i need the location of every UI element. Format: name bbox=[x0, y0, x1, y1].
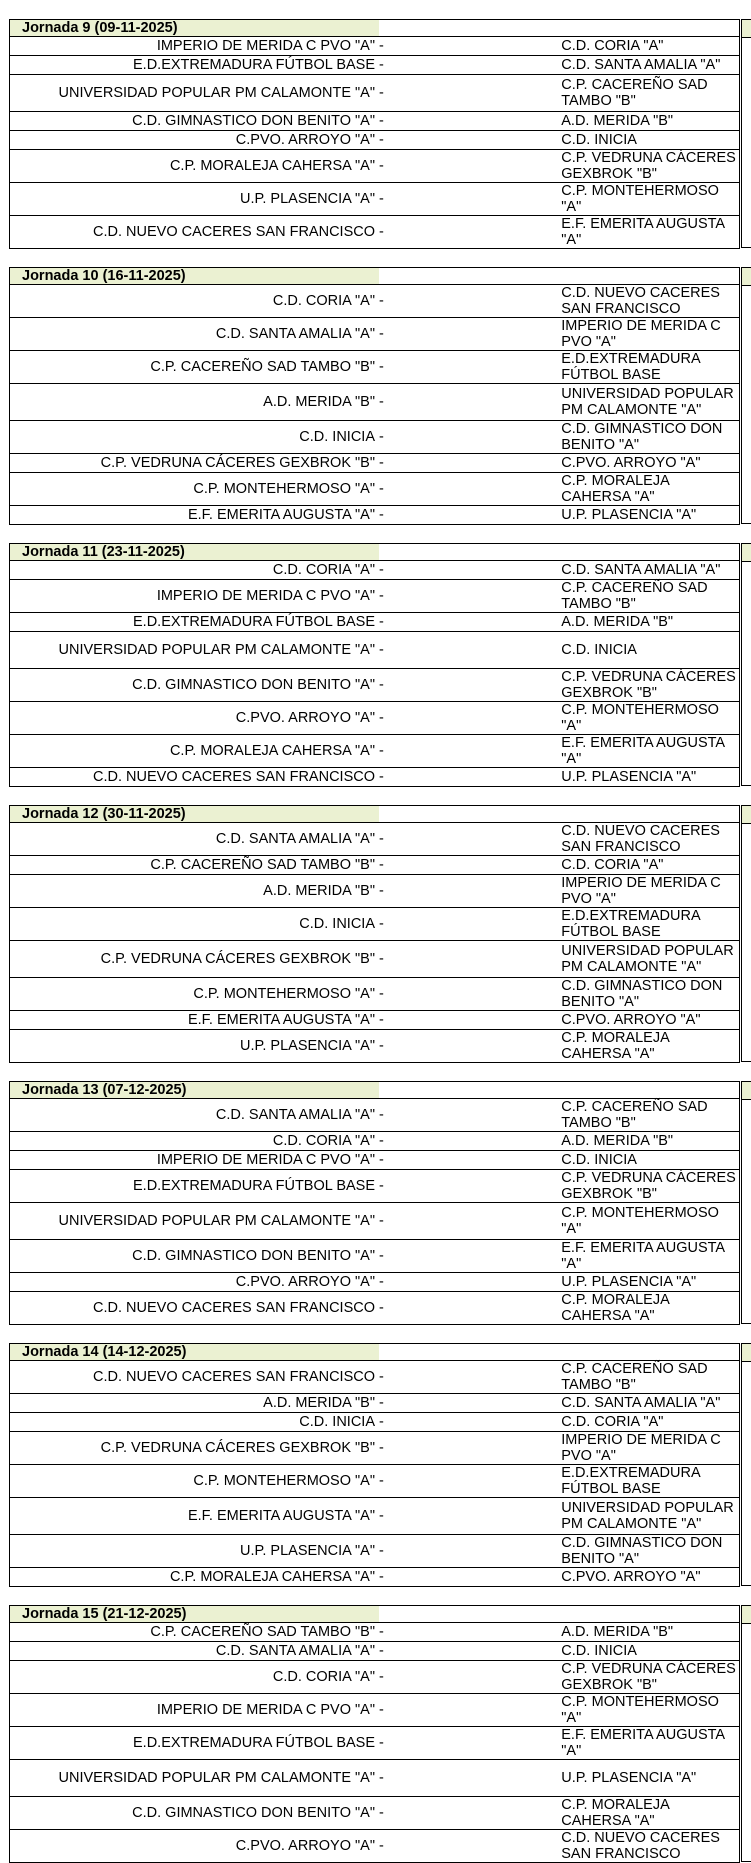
next-column-header bbox=[742, 268, 751, 286]
match-row bbox=[10, 112, 740, 131]
away-team: C.D. NUEVO CACERES SAN FRANCISCO bbox=[559, 1830, 739, 1863]
match-separator: - bbox=[379, 1661, 559, 1694]
match-row bbox=[10, 285, 740, 318]
home-team: C.D. SANTA AMALIA "A" bbox=[10, 823, 380, 856]
next-column-header bbox=[742, 544, 751, 562]
home-team: C.D. INICIA bbox=[10, 1413, 380, 1432]
home-team: C.PVO. ARROYO "A" bbox=[10, 1273, 380, 1292]
away-team: C.P. MORALEJA CAHERSA "A" bbox=[559, 1292, 739, 1325]
match-row bbox=[10, 1273, 740, 1292]
home-team: UNIVERSIDAD POPULAR PM CALAMONTE "A" bbox=[10, 1760, 380, 1797]
match-separator: - bbox=[379, 506, 559, 525]
round-block bbox=[9, 267, 740, 525]
away-team: E.D.EXTREMADURA FÚTBOL BASE bbox=[559, 1465, 739, 1498]
match-row bbox=[10, 1170, 740, 1203]
away-team: UNIVERSIDAD POPULAR PM CALAMONTE "A" bbox=[559, 941, 739, 978]
home-team: C.D. INICIA bbox=[10, 421, 380, 454]
home-team: C.P. CACEREÑO SAD TAMBO "B" bbox=[10, 856, 380, 875]
round-header-blank bbox=[379, 268, 740, 285]
match-row bbox=[10, 768, 740, 787]
away-team: C.P. MONTEHERMOSO "A" bbox=[559, 1694, 739, 1727]
match-separator: - bbox=[379, 1642, 559, 1661]
home-team: C.P. MORALEJA CAHERSA "A" bbox=[10, 150, 380, 183]
away-team: C.P. VEDRUNA CÁCERES GEXBROK "B" bbox=[559, 1170, 739, 1203]
round-header bbox=[10, 806, 740, 823]
away-team: U.P. PLASENCIA "A" bbox=[559, 768, 739, 787]
match-separator: - bbox=[379, 632, 559, 669]
match-separator: - bbox=[379, 1760, 559, 1797]
match-separator: - bbox=[379, 1413, 559, 1432]
round-block bbox=[9, 1081, 740, 1325]
away-team: C.D. SANTA AMALIA "A" bbox=[559, 1394, 739, 1413]
match-separator: - bbox=[379, 1694, 559, 1727]
away-team: C.PVO. ARROYO "A" bbox=[559, 1011, 739, 1030]
match-row bbox=[10, 580, 740, 613]
home-team: U.P. PLASENCIA "A" bbox=[10, 1535, 380, 1568]
home-team: IMPERIO DE MERIDA C PVO "A" bbox=[10, 1694, 380, 1727]
match-separator: - bbox=[379, 1727, 559, 1760]
home-team: A.D. MERIDA "B" bbox=[10, 875, 380, 908]
round-table bbox=[9, 1081, 740, 1325]
match-row bbox=[10, 1727, 740, 1760]
round-header bbox=[10, 1606, 740, 1623]
home-team: IMPERIO DE MERIDA C PVO "A" bbox=[10, 580, 380, 613]
home-team: C.D. CORIA "A" bbox=[10, 285, 380, 318]
match-row bbox=[10, 1623, 740, 1642]
home-team: C.D. NUEVO CACERES SAN FRANCISCO bbox=[10, 768, 380, 787]
away-team: U.P. PLASENCIA "A" bbox=[559, 1273, 739, 1292]
match-separator: - bbox=[379, 1361, 559, 1394]
match-separator: - bbox=[379, 351, 559, 384]
match-row bbox=[10, 131, 740, 150]
match-separator: - bbox=[379, 112, 559, 131]
match-separator: - bbox=[379, 875, 559, 908]
match-row bbox=[10, 1568, 740, 1587]
match-row bbox=[10, 1011, 740, 1030]
away-team: E.F. EMERITA AUGUSTA "A" bbox=[559, 1727, 739, 1760]
home-team: C.PVO. ARROYO "A" bbox=[10, 1830, 380, 1863]
match-separator: - bbox=[379, 613, 559, 632]
match-separator: - bbox=[379, 1623, 559, 1642]
away-team: C.P. VEDRUNA CÁCERES GEXBROK "B" bbox=[559, 669, 739, 702]
match-separator: - bbox=[379, 1432, 559, 1465]
next-column-header bbox=[742, 1606, 751, 1624]
match-row bbox=[10, 1797, 740, 1830]
round-table bbox=[9, 267, 740, 525]
match-row bbox=[10, 1292, 740, 1325]
home-team: C.P. MONTEHERMOSO "A" bbox=[10, 473, 380, 506]
match-row bbox=[10, 1432, 740, 1465]
match-row bbox=[10, 1413, 740, 1432]
away-team: C.P. CACEREÑO SAD TAMBO "B" bbox=[559, 1361, 739, 1394]
next-column-edge bbox=[741, 1605, 751, 1862]
home-team: U.P. PLASENCIA "A" bbox=[10, 1030, 380, 1063]
match-separator: - bbox=[379, 1170, 559, 1203]
round-table bbox=[9, 1343, 740, 1587]
away-team: C.D. NUEVO CACERES SAN FRANCISCO bbox=[559, 285, 739, 318]
away-team: C.D. GIMNASTICO DON BENITO "A" bbox=[559, 421, 739, 454]
away-team: C.D. INICIA bbox=[559, 131, 739, 150]
round-title: Jornada 11 (23-11-2025) bbox=[10, 544, 380, 561]
round-header bbox=[10, 1082, 740, 1099]
match-separator: - bbox=[379, 131, 559, 150]
round-table bbox=[9, 1605, 740, 1863]
away-team: U.P. PLASENCIA "A" bbox=[559, 506, 739, 525]
match-row bbox=[10, 1394, 740, 1413]
match-separator: - bbox=[379, 454, 559, 473]
match-row bbox=[10, 1203, 740, 1240]
away-team: C.D. NUEVO CACERES SAN FRANCISCO bbox=[559, 823, 739, 856]
match-separator: - bbox=[379, 1011, 559, 1030]
home-team: C.D. GIMNASTICO DON BENITO "A" bbox=[10, 669, 380, 702]
away-team: C.P. CACEREÑO SAD TAMBO "B" bbox=[559, 75, 739, 112]
away-team: E.D.EXTREMADURA FÚTBOL BASE bbox=[559, 351, 739, 384]
home-team: C.P. CACEREÑO SAD TAMBO "B" bbox=[10, 351, 380, 384]
away-team: A.D. MERIDA "B" bbox=[559, 112, 739, 131]
round-block bbox=[9, 1605, 740, 1863]
match-row bbox=[10, 941, 740, 978]
match-separator: - bbox=[379, 941, 559, 978]
away-team: C.D. CORIA "A" bbox=[559, 1413, 739, 1432]
match-separator: - bbox=[379, 1797, 559, 1830]
match-row bbox=[10, 1151, 740, 1170]
match-row bbox=[10, 1361, 740, 1394]
next-column-edge bbox=[741, 19, 751, 248]
away-team: UNIVERSIDAD POPULAR PM CALAMONTE "A" bbox=[559, 1498, 739, 1535]
match-row bbox=[10, 908, 740, 941]
home-team: C.D. GIMNASTICO DON BENITO "A" bbox=[10, 1240, 380, 1273]
match-separator: - bbox=[379, 1030, 559, 1063]
match-separator: - bbox=[379, 384, 559, 421]
next-column-edge bbox=[741, 543, 751, 786]
match-row bbox=[10, 75, 740, 112]
round-header bbox=[10, 544, 740, 561]
home-team: IMPERIO DE MERIDA C PVO "A" bbox=[10, 37, 380, 56]
away-team: U.P. PLASENCIA "A" bbox=[559, 1760, 739, 1797]
match-row bbox=[10, 37, 740, 56]
away-team: A.D. MERIDA "B" bbox=[559, 613, 739, 632]
round-header-blank bbox=[379, 20, 740, 37]
home-team: C.P. VEDRUNA CÁCERES GEXBROK "B" bbox=[10, 454, 380, 473]
home-team: C.D. NUEVO CACERES SAN FRANCISCO bbox=[10, 1361, 380, 1394]
home-team: UNIVERSIDAD POPULAR PM CALAMONTE "A" bbox=[10, 1203, 380, 1240]
match-row bbox=[10, 454, 740, 473]
round-header-blank bbox=[379, 1344, 740, 1361]
away-team: A.D. MERIDA "B" bbox=[559, 1132, 739, 1151]
match-separator: - bbox=[379, 768, 559, 787]
match-row bbox=[10, 150, 740, 183]
match-row bbox=[10, 318, 740, 351]
round-title: Jornada 12 (30-11-2025) bbox=[10, 806, 380, 823]
match-separator: - bbox=[379, 285, 559, 318]
home-team: E.D.EXTREMADURA FÚTBOL BASE bbox=[10, 613, 380, 632]
round-header-blank bbox=[379, 1606, 740, 1623]
home-team: E.D.EXTREMADURA FÚTBOL BASE bbox=[10, 1170, 380, 1203]
away-team: C.P. MONTEHERMOSO "A" bbox=[559, 702, 739, 735]
match-row bbox=[10, 702, 740, 735]
round-table bbox=[9, 543, 740, 787]
match-separator: - bbox=[379, 735, 559, 768]
match-separator: - bbox=[379, 1273, 559, 1292]
round-header-blank bbox=[379, 806, 740, 823]
round-header bbox=[10, 20, 740, 37]
match-row bbox=[10, 1694, 740, 1727]
home-team: E.F. EMERITA AUGUSTA "A" bbox=[10, 1498, 380, 1535]
round-block bbox=[9, 19, 740, 249]
match-row bbox=[10, 561, 740, 580]
home-team: C.PVO. ARROYO "A" bbox=[10, 702, 380, 735]
match-separator: - bbox=[379, 37, 559, 56]
next-column-header bbox=[742, 20, 751, 38]
match-separator: - bbox=[379, 1292, 559, 1325]
away-team: C.D. CORIA "A" bbox=[559, 37, 739, 56]
match-separator: - bbox=[379, 150, 559, 183]
match-row bbox=[10, 1099, 740, 1132]
away-team: E.F. EMERITA AUGUSTA "A" bbox=[559, 1240, 739, 1273]
home-team: C.P. MONTEHERMOSO "A" bbox=[10, 1465, 380, 1498]
match-row bbox=[10, 978, 740, 1011]
home-team: E.D.EXTREMADURA FÚTBOL BASE bbox=[10, 56, 380, 75]
round-title: Jornada 10 (16-11-2025) bbox=[10, 268, 380, 285]
match-row bbox=[10, 351, 740, 384]
match-row bbox=[10, 856, 740, 875]
home-team: C.P. MORALEJA CAHERSA "A" bbox=[10, 1568, 380, 1587]
away-team: C.P. MONTEHERMOSO "A" bbox=[559, 183, 739, 216]
away-team: C.PVO. ARROYO "A" bbox=[559, 454, 739, 473]
away-team: C.D. SANTA AMALIA "A" bbox=[559, 56, 739, 75]
round-block bbox=[9, 543, 740, 787]
match-separator: - bbox=[379, 1465, 559, 1498]
away-team: E.F. EMERITA AUGUSTA "A" bbox=[559, 216, 739, 249]
match-row bbox=[10, 669, 740, 702]
round-header-blank bbox=[379, 1082, 740, 1099]
match-separator: - bbox=[379, 1568, 559, 1587]
home-team: U.P. PLASENCIA "A" bbox=[10, 183, 380, 216]
match-separator: - bbox=[379, 1203, 559, 1240]
home-team: IMPERIO DE MERIDA C PVO "A" bbox=[10, 1151, 380, 1170]
match-row bbox=[10, 1132, 740, 1151]
away-team: C.P. MORALEJA CAHERSA "A" bbox=[559, 1797, 739, 1830]
match-row bbox=[10, 216, 740, 249]
match-row bbox=[10, 421, 740, 454]
match-row bbox=[10, 473, 740, 506]
home-team: E.F. EMERITA AUGUSTA "A" bbox=[10, 1011, 380, 1030]
match-separator: - bbox=[379, 856, 559, 875]
home-team: C.D. CORIA "A" bbox=[10, 1132, 380, 1151]
away-team: C.D. GIMNASTICO DON BENITO "A" bbox=[559, 1535, 739, 1568]
home-team: A.D. MERIDA "B" bbox=[10, 384, 380, 421]
match-row bbox=[10, 735, 740, 768]
match-separator: - bbox=[379, 1394, 559, 1413]
away-team: C.P. MONTEHERMOSO "A" bbox=[559, 1203, 739, 1240]
home-team: C.D. CORIA "A" bbox=[10, 1661, 380, 1694]
match-separator: - bbox=[379, 1132, 559, 1151]
match-separator: - bbox=[379, 1240, 559, 1273]
next-column-header bbox=[742, 1344, 751, 1362]
next-column-edge bbox=[741, 805, 751, 1062]
round-header-blank bbox=[379, 544, 740, 561]
match-separator: - bbox=[379, 1535, 559, 1568]
match-separator: - bbox=[379, 75, 559, 112]
next-column-edge bbox=[741, 1343, 751, 1586]
match-row bbox=[10, 1030, 740, 1063]
match-row bbox=[10, 1465, 740, 1498]
home-team: A.D. MERIDA "B" bbox=[10, 1394, 380, 1413]
home-team: C.D. SANTA AMALIA "A" bbox=[10, 318, 380, 351]
match-separator: - bbox=[379, 183, 559, 216]
away-team: C.D. GIMNASTICO DON BENITO "A" bbox=[559, 978, 739, 1011]
match-row bbox=[10, 875, 740, 908]
match-separator: - bbox=[379, 1830, 559, 1863]
away-team: C.P. MORALEJA CAHERSA "A" bbox=[559, 473, 739, 506]
match-row bbox=[10, 1760, 740, 1797]
home-team: C.D. GIMNASTICO DON BENITO "A" bbox=[10, 112, 380, 131]
match-separator: - bbox=[379, 702, 559, 735]
home-team: C.D. INICIA bbox=[10, 908, 380, 941]
match-separator: - bbox=[379, 318, 559, 351]
home-team: C.P. MONTEHERMOSO "A" bbox=[10, 978, 380, 1011]
next-column-header bbox=[742, 1082, 751, 1100]
match-separator: - bbox=[379, 473, 559, 506]
away-team: C.PVO. ARROYO "A" bbox=[559, 1568, 739, 1587]
match-row bbox=[10, 56, 740, 75]
home-team: C.D. CORIA "A" bbox=[10, 561, 380, 580]
match-row bbox=[10, 632, 740, 669]
next-column-edge bbox=[741, 1081, 751, 1324]
away-team: C.P. VEDRUNA CÁCERES GEXBROK "B" bbox=[559, 1661, 739, 1694]
match-row bbox=[10, 1642, 740, 1661]
next-column-edge bbox=[741, 267, 751, 524]
home-team: UNIVERSIDAD POPULAR PM CALAMONTE "A" bbox=[10, 632, 380, 669]
match-separator: - bbox=[379, 669, 559, 702]
away-team: IMPERIO DE MERIDA C PVO "A" bbox=[559, 875, 739, 908]
match-separator: - bbox=[379, 580, 559, 613]
match-row bbox=[10, 384, 740, 421]
away-team: E.F. EMERITA AUGUSTA "A" bbox=[559, 735, 739, 768]
match-separator: - bbox=[379, 1498, 559, 1535]
home-team: C.D. GIMNASTICO DON BENITO "A" bbox=[10, 1797, 380, 1830]
match-row bbox=[10, 613, 740, 632]
away-team: C.D. SANTA AMALIA "A" bbox=[559, 561, 739, 580]
round-title: Jornada 13 (07-12-2025) bbox=[10, 1082, 380, 1099]
home-team: C.P. VEDRUNA CÁCERES GEXBROK "B" bbox=[10, 941, 380, 978]
away-team: A.D. MERIDA "B" bbox=[559, 1623, 739, 1642]
match-row bbox=[10, 1830, 740, 1863]
match-separator: - bbox=[379, 421, 559, 454]
match-row bbox=[10, 1240, 740, 1273]
home-team: E.F. EMERITA AUGUSTA "A" bbox=[10, 506, 380, 525]
match-row bbox=[10, 823, 740, 856]
away-team: C.P. VEDRUNA CÁCERES GEXBROK "B" bbox=[559, 150, 739, 183]
away-team: IMPERIO DE MERIDA C PVO "A" bbox=[559, 1432, 739, 1465]
match-separator: - bbox=[379, 216, 559, 249]
match-separator: - bbox=[379, 56, 559, 75]
round-table bbox=[9, 805, 740, 1063]
match-separator: - bbox=[379, 908, 559, 941]
home-team: C.D. NUEVO CACERES SAN FRANCISCO bbox=[10, 1292, 380, 1325]
away-team: UNIVERSIDAD POPULAR PM CALAMONTE "A" bbox=[559, 384, 739, 421]
match-row bbox=[10, 183, 740, 216]
home-team: C.P. VEDRUNA CÁCERES GEXBROK "B" bbox=[10, 1432, 380, 1465]
home-team: C.P. MORALEJA CAHERSA "A" bbox=[10, 735, 380, 768]
match-separator: - bbox=[379, 1151, 559, 1170]
home-team: C.D. NUEVO CACERES SAN FRANCISCO bbox=[10, 216, 380, 249]
round-table bbox=[9, 19, 740, 249]
away-team: C.P. CACEREÑO SAD TAMBO "B" bbox=[559, 580, 739, 613]
home-team: C.D. SANTA AMALIA "A" bbox=[10, 1099, 380, 1132]
away-team: C.D. CORIA "A" bbox=[559, 856, 739, 875]
match-separator: - bbox=[379, 1099, 559, 1132]
away-team: C.P. CACEREÑO SAD TAMBO "B" bbox=[559, 1099, 739, 1132]
match-row bbox=[10, 1661, 740, 1694]
round-block bbox=[9, 805, 740, 1063]
home-team: C.PVO. ARROYO "A" bbox=[10, 131, 380, 150]
home-team: UNIVERSIDAD POPULAR PM CALAMONTE "A" bbox=[10, 75, 380, 112]
away-team: IMPERIO DE MERIDA C PVO "A" bbox=[559, 318, 739, 351]
match-row bbox=[10, 506, 740, 525]
away-team: C.D. INICIA bbox=[559, 1642, 739, 1661]
match-row bbox=[10, 1535, 740, 1568]
match-separator: - bbox=[379, 823, 559, 856]
away-team: E.D.EXTREMADURA FÚTBOL BASE bbox=[559, 908, 739, 941]
round-header bbox=[10, 268, 740, 285]
match-separator: - bbox=[379, 561, 559, 580]
round-block bbox=[9, 1343, 740, 1587]
next-column-header bbox=[742, 806, 751, 824]
round-title: Jornada 15 (21-12-2025) bbox=[10, 1606, 380, 1623]
away-team: C.D. INICIA bbox=[559, 632, 739, 669]
round-title: Jornada 14 (14-12-2025) bbox=[10, 1344, 380, 1361]
match-separator: - bbox=[379, 978, 559, 1011]
round-title: Jornada 9 (09-11-2025) bbox=[10, 20, 380, 37]
home-team: E.D.EXTREMADURA FÚTBOL BASE bbox=[10, 1727, 380, 1760]
home-team: C.D. SANTA AMALIA "A" bbox=[10, 1642, 380, 1661]
home-team: C.P. CACEREÑO SAD TAMBO "B" bbox=[10, 1623, 380, 1642]
away-team: C.P. MORALEJA CAHERSA "A" bbox=[559, 1030, 739, 1063]
match-row bbox=[10, 1498, 740, 1535]
round-header bbox=[10, 1344, 740, 1361]
away-team: C.D. INICIA bbox=[559, 1151, 739, 1170]
